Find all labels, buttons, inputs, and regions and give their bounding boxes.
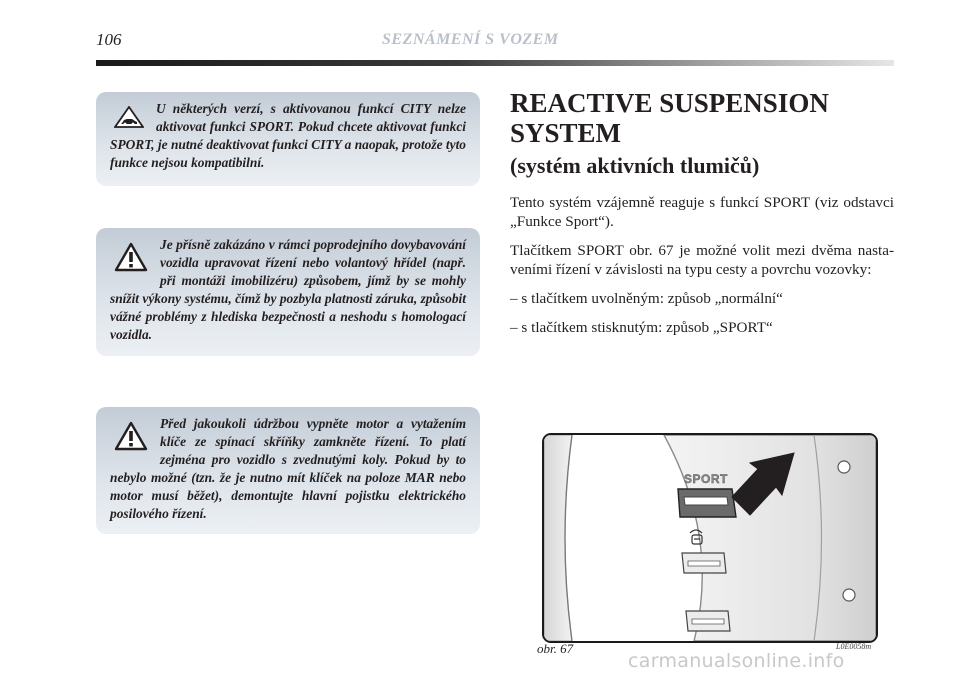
figure-sport-label: SPORT xyxy=(684,472,728,486)
header-rule xyxy=(96,60,894,66)
paragraph-sport-button: Tlačítkem SPORT obr. 67 je možné volit mezi dvěma nastaveními řízení v závislosti na typu cesty a povrchu vozovky: xyxy=(510,242,894,278)
paragraph-mode-sport: – s tlačítkem stisknutým: způsob „SPORT“ xyxy=(510,319,773,336)
warning-triangle-icon xyxy=(114,421,148,456)
warning-triangle-icon xyxy=(114,242,148,277)
section-title xyxy=(510,88,890,181)
sport-button xyxy=(678,489,736,517)
warning-text: Před jakoukoli údržbou vypněte motor a vytažením klíče ze spínací skříňky zamkněte řízení. To platí zejména pro vozidlo s zvednutými koly. Pokud by to nebylo možné (tzn. že je nutno mít klíček na poloze MAR nebo motor musí běžet), demontujte hlavní pojistku elektrického posilového řízení. xyxy=(110,416,466,521)
note-text: U některých verzí, s aktivovanou funkcí CITY nelze aktivovat funkci SPORT. Pokud chcete aktivovat funkci SPORT, je nutné deaktivovat funkci CITY a naopak, protože tyto funkce nejsou kompatibilní. xyxy=(110,101,466,170)
warning-box-maintenance xyxy=(96,407,480,534)
paragraph-mode-normal: – s tlačítkem uvolněným: způsob „normální“ xyxy=(510,290,783,307)
paragraph-intro: Tento systém vzájemně reaguje s funkcí SPORT (viz odstavci „Funkce Sport“). xyxy=(510,194,894,230)
section-body xyxy=(510,193,894,347)
figure-code: L0E0058m xyxy=(836,642,872,651)
warning-text: Je přísně zakázáno v rámci poprodejního dovybavování vozidla upravovat řízení nebo volantový hřídel (např. při montáži imobilizéru) způsobem, jímž by se mohly snížit výkony systému, čímž by pozbyla platnosti záruka, způsobit vážné problémy z hlediska bezpečnosti a neshodu s homologací vozidla. xyxy=(110,237,466,342)
warning-box-steering-modification xyxy=(96,228,480,356)
figure-sport-button xyxy=(542,433,878,643)
section-subtitle: (systém aktivních tlumičů) xyxy=(510,153,760,178)
watermark: carmanualsonline.info xyxy=(628,650,845,672)
note-box-city-sport xyxy=(96,92,480,186)
figure-caption: obr. 67 xyxy=(537,641,574,656)
page-number: 106 xyxy=(96,30,122,49)
running-title: SEZNÁMENÍ S VOZEM xyxy=(382,31,559,48)
car-sport-icon xyxy=(114,106,144,133)
section-title-main: REACTIVE SUSPENSION SYSTEM xyxy=(510,88,829,148)
